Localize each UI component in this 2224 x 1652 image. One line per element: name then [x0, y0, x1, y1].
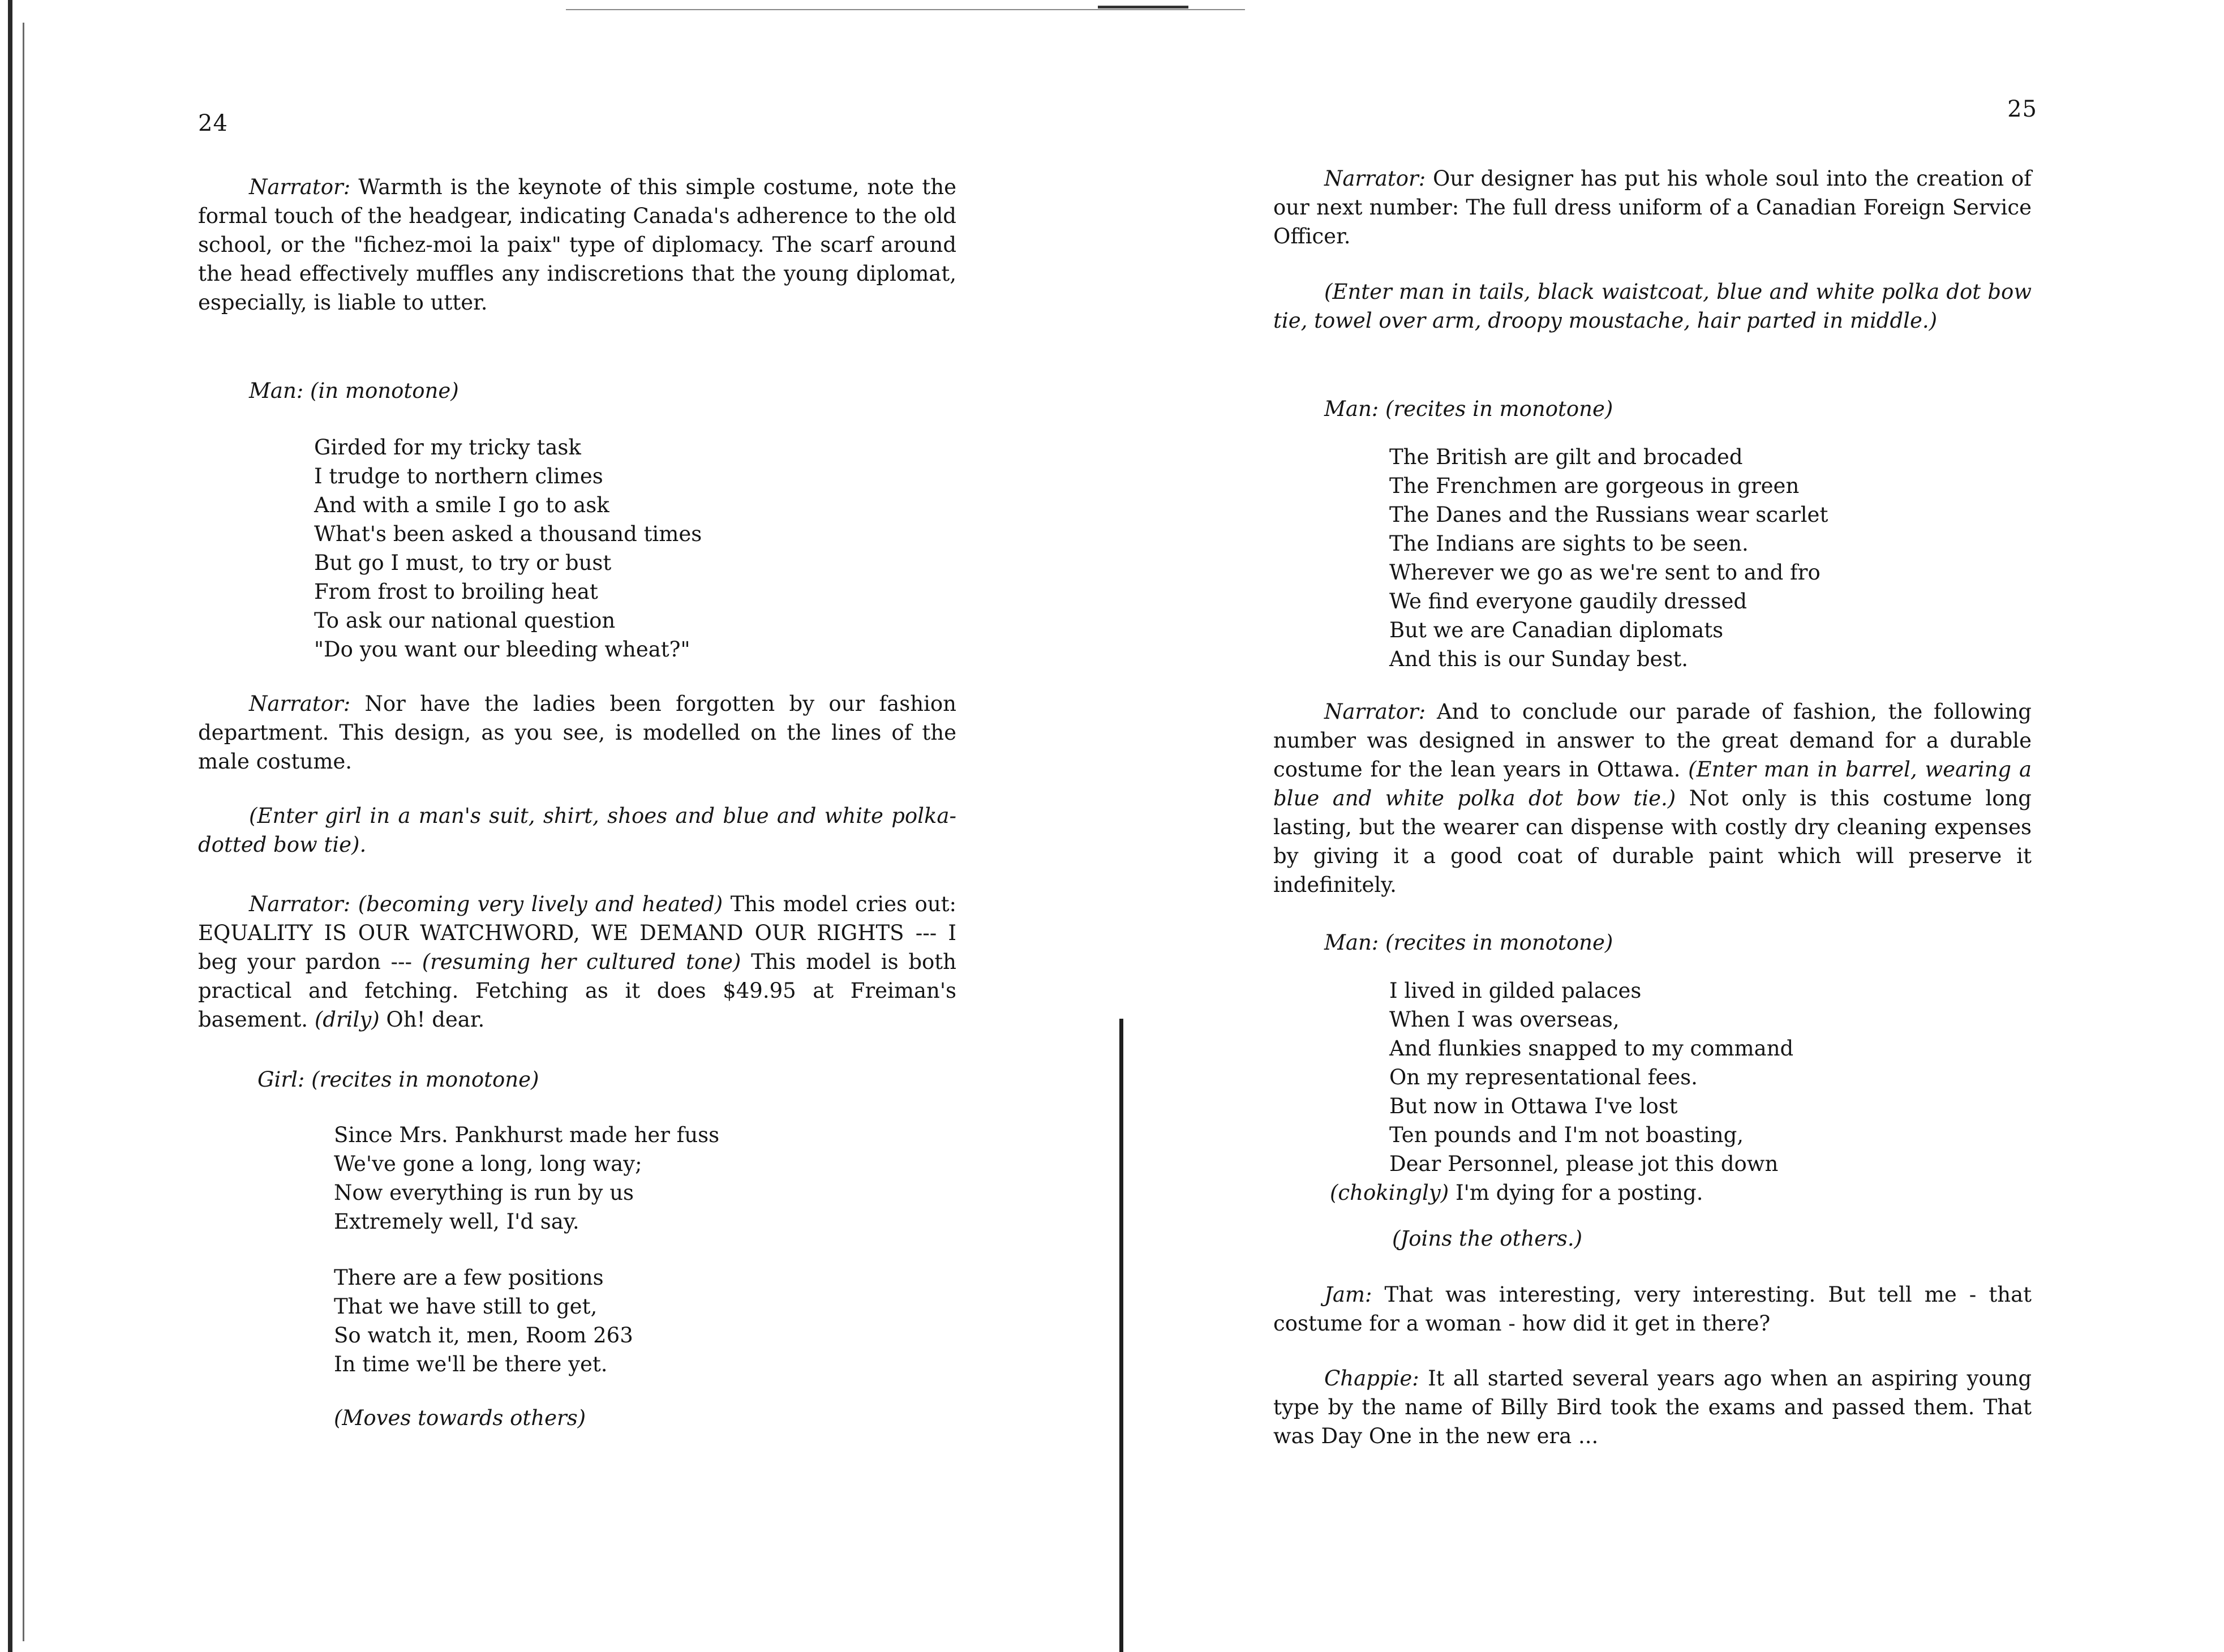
speaker-line: Man: (in monotone) — [249, 379, 459, 403]
narrator-paragraph: Narrator: Nor have the ladies been forgotten by our fashion department. This design, as you see, is modelled on the lines of the male costume. — [198, 692, 956, 774]
book-gutter — [1119, 1019, 1123, 1652]
verse-last-line: (chokingly) I'm dying for a posting. — [1330, 1181, 1703, 1205]
verse: The British are gilt and brocaded The Frenchmen are gorgeous in green The Danes and the Russians wear scarlet The Indians are sights to be seen. Wherever we go as we're sent to and fro We find everyone gaudily dressed But we are Canadian diplomats And this is our Sunday best. — [1389, 445, 1828, 671]
page-edge-shadow — [8, 0, 12, 1652]
speaker-line: Girl: (recites in monotone) — [257, 1067, 539, 1092]
page-number: 24 — [198, 110, 228, 136]
narrator-paragraph: Narrator: (becoming very lively and heated) This model cries out: EQUALITY IS OUR WATCHWORD, WE DEMAND OUR RIGHTS --- I beg your pardon --- (resuming her cultured tone) This model is both practical and fetching. Fetching as it does $49.95 at Freiman's basement. (drily) Oh! dear. — [198, 892, 957, 1032]
verse: Girded for my tricky task I trudge to northern climes And with a smile I go to ask What's been asked a thousand times But go I must, to try or bust From frost to broiling heat To ask our national question "Do you want our bleeding wheat?" — [314, 435, 702, 662]
narrator-paragraph: Narrator: And to conclude our parade of fashion, the following number was designed in answer to the great demand for a durable costume for the lean years in Ottawa. (Enter man in barrel, wearing a blue and white polka dot bow tie.) Not only is this costume long lasting, but the wearer can dispense with costly dry cleaning expenses by giving it a good coat of durable paint which will preserve it indefinitely. — [1273, 700, 2032, 897]
verse: Since Mrs. Pankhurst made her fuss We've gone a long, long way; Now everything is run by us Extremely well, I'd say. — [334, 1123, 720, 1234]
stage-direction: (Moves towards others) — [334, 1406, 586, 1430]
dialogue-paragraph: Jam: That was interesting, very interesting. But tell me - that costume for a woman - how did it get in there? — [1273, 1282, 2032, 1336]
page-number: 25 — [2007, 96, 2037, 122]
gutter-mark — [1098, 6, 1188, 8]
stage-direction: (Joins the others.) — [1392, 1226, 1583, 1251]
narrator-paragraph: Narrator: Our designer has put his whole soul into the creation of our next number: The full dress uniform of a Canadian Foreign Service Officer. — [1273, 166, 2032, 248]
top-rule — [566, 9, 1245, 10]
verse: I lived in gilded palaces When I was overseas, And flunkies snapped to my command On my representational fees. But now in Ottawa I've lost Ten pounds and I'm not boasting, Dear Personnel, please jot this down — [1389, 979, 1794, 1176]
page-edge-line — [23, 23, 24, 1641]
narrator-paragraph: Narrator: Warmth is the keynote of this simple costume, note the formal touch of the headgear, indicating Canada's adherence to the old school, or the "fichez-moi la paix" type of diplomacy. The scarf around the head effectively muffles any indiscretions that the young diplomat, especially, is liable to utter. — [198, 175, 957, 315]
stage-direction: (Enter girl in a man's suit, shirt, shoes and blue and white polka-dotted bow tie). — [198, 804, 956, 857]
speaker-line: Man: (recites in monotone) — [1324, 397, 1613, 421]
stage-direction: (Enter man in tails, black waistcoat, blue and white polka dot bow tie, towel over arm, droopy moustache, hair parted in middle.) — [1273, 280, 2032, 333]
verse: There are a few positions That we have still to get, So watch it, men, Room 263 In time we'll be there yet. — [334, 1265, 633, 1376]
speaker-line: Man: (recites in monotone) — [1324, 930, 1613, 955]
dialogue-paragraph: Chappie: It all started several years ago when an aspiring young type by the name of Billy Bird took the exams and passed them. That was Day One in the new era ... — [1273, 1366, 2032, 1448]
